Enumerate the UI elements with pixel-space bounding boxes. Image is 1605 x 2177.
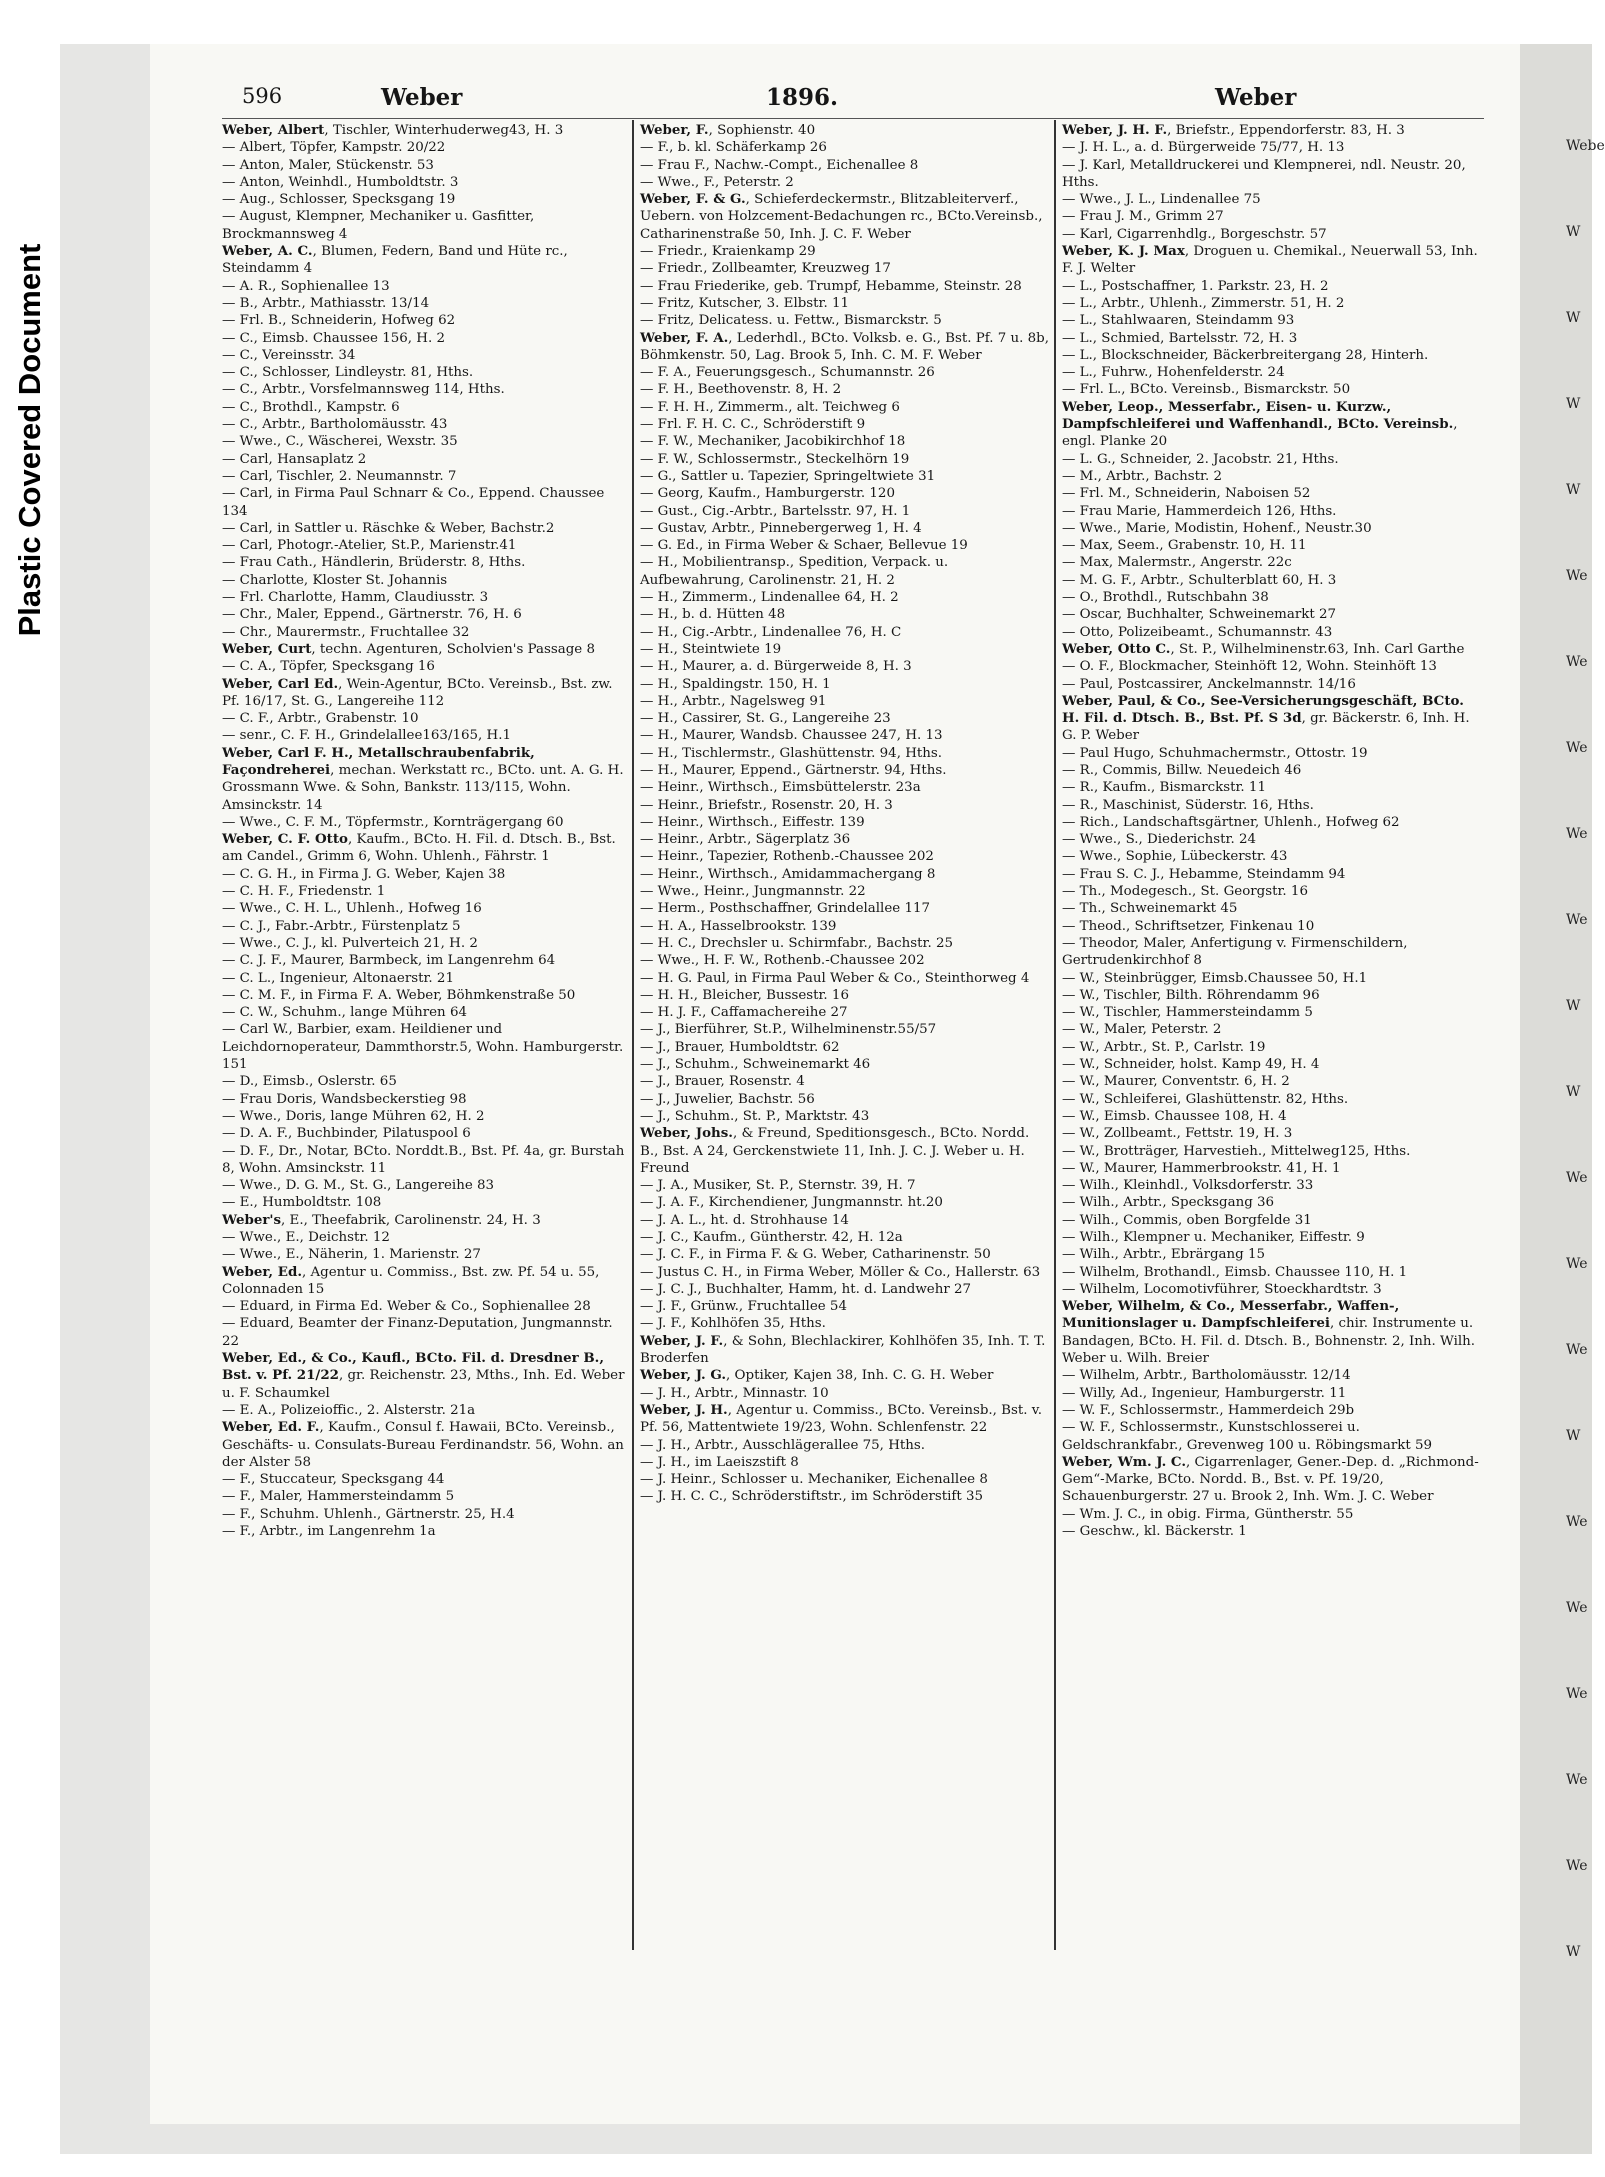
directory-entry: Weber, J. H. F., Briefstr., Eppendorferstr. 83, H. 3: [1062, 122, 1405, 138]
directory-entry: — Th., Schweinemarkt 45: [1062, 901, 1238, 917]
directory-entry: — Wilh., Kleinhdl., Volksdorferstr. 33: [1062, 1178, 1314, 1194]
directory-entry: — Wilh., Klempner u. Mechaniker, Eiffestr. 9: [1062, 1230, 1365, 1245]
next-page-edge: [1520, 44, 1592, 2154]
directory-entry: — H., b. d. Hütten 48: [640, 607, 786, 623]
directory-entry: — Anton, Weinhdl., Humboldtstr. 3: [222, 174, 459, 190]
directory-entry: — W., Schneider, holst. Kamp 49, H. 4: [1062, 1057, 1320, 1073]
directory-entry: — W., Tischler, Hammersteindamm 5: [1062, 1005, 1313, 1021]
directory-entry: — H. G. Paul, in Firma Paul Weber & Co., Steinthorweg 4: [640, 970, 1030, 986]
directory-entry: — C. M. F., in Firma F. A. Weber, Böhmkenstraße 50: [222, 987, 576, 1003]
directory-entry: — F. H., Beethovenstr. 8, H. 2: [640, 382, 842, 398]
directory-entry: — W. F., Schlossermstr., Kunstschlosserei u. Geldschrankfabr., Grevenweg 100 u. Röbingsmarkt 59: [1062, 1420, 1433, 1453]
directory-entry: — Justus C. H., in Firma Weber, Möller & Co., Hallerstr. 63: [640, 1264, 1041, 1280]
directory-entry: — Oscar, Buchhalter, Schweinemarkt 27: [1062, 607, 1337, 623]
edge-fragment: We: [1566, 912, 1588, 928]
directory-entry: — F. W., Mechaniker, Jacobikirchhof 18: [640, 434, 906, 450]
directory-entry: — Frau Marie, Hammerdeich 126, Hths.: [1062, 503, 1337, 519]
directory-entry: — Wwe., F., Peterstr. 2: [640, 174, 794, 190]
directory-entry: — Charlotte, Kloster St. Johannis: [222, 572, 448, 588]
directory-entry: — W., Maler, Peterstr. 2: [1062, 1022, 1222, 1038]
running-head-year: 1896.: [766, 84, 839, 111]
directory-entry: — Frau Friederike, geb. Trumpf, Hebamme, Steinstr. 28: [640, 278, 1022, 294]
directory-entry: — W., Schleiferei, Glashüttenstr. 82, Hths.: [1062, 1091, 1349, 1107]
directory-entry: — M., Arbtr., Bachstr. 2: [1062, 468, 1223, 484]
directory-entry: — H., Maurer, a. d. Bürgerweide 8, H. 3: [640, 659, 912, 675]
directory-entry: — J., Brauer, Rosenstr. 4: [640, 1074, 805, 1090]
directory-entry: — J. C. F., in Firma F. & G. Weber, Catharinenstr. 50: [640, 1247, 991, 1263]
directory-entry: — G. Ed., in Firma Weber & Schaer, Bellevue 19: [640, 538, 968, 554]
directory-column-2: [640, 122, 1050, 1506]
directory-entry: — J. F., Kohlhöfen 35, Hths.: [640, 1316, 826, 1332]
directory-entry: Weber, Ed., Agentur u. Commiss., Bst. zw. Pf. 54 u. 55, Colonnaden 15: [222, 1263, 600, 1297]
directory-entry: — W. F., Schlossermstr., Hammerdeich 29b: [1062, 1402, 1355, 1418]
directory-entry: — Wilh., Commis, oben Borgfelde 31: [1062, 1212, 1312, 1228]
directory-entry: — J. A., Musiker, St. P., Sternstr. 39, H. 7: [640, 1178, 916, 1194]
directory-entry: — Wwe., C. F. M., Töpfermstr., Kornträgergang 60: [222, 814, 564, 830]
directory-entry: — F. W., Schlossermstr., Steckelhörn 19: [640, 451, 910, 467]
directory-entry: — J., Schuhm., St. P., Marktstr. 43: [640, 1108, 870, 1124]
edge-fragment: We: [1566, 1170, 1588, 1186]
edge-fragment: W: [1566, 224, 1581, 240]
directory-entry: — Wwe., E., Deichstr. 12: [222, 1230, 390, 1245]
edge-fragment: W: [1566, 396, 1581, 412]
directory-entry: — Heinr., Wirthsch., Eimsbüttelerstr. 23a: [640, 780, 921, 796]
edge-fragment: We: [1566, 1514, 1588, 1530]
directory-entry: — Frl. L., BCto. Vereinsb., Bismarckstr. 50: [1062, 382, 1351, 398]
edge-fragment: We: [1566, 740, 1588, 756]
directory-entry: — Heinr., Wirthsch., Eiffestr. 139: [640, 814, 865, 830]
directory-entry: — Carl, Hansaplatz 2: [222, 451, 367, 467]
directory-entry: — H. C., Drechsler u. Schirmfabr., Bachstr. 25: [640, 935, 954, 951]
directory-entry: Weber, Johs., & Freund, Speditionsgesch., BCto. Nordd. B., Bst. A 24, Gerckenstwiete 11, Inh. J. C. J. Weber u. H. Freund: [640, 1125, 1030, 1176]
directory-entry: — W., Eimsb. Chaussee 108, H. 4: [1062, 1108, 1287, 1124]
directory-entry: — Frl. M., Schneiderin, Naboisen 52: [1062, 486, 1311, 502]
directory-entry: — L., Arbtr., Uhlenh., Zimmerstr. 51, H. 2: [1062, 295, 1345, 311]
directory-entry: — Wilhelm, Brothandl., Eimsb. Chaussee 110, H. 1: [1062, 1264, 1408, 1280]
directory-entry: — L., Fuhrw., Hohenfelderstr. 24: [1062, 365, 1285, 381]
directory-entry: — Chr., Maler, Eppend., Gärtnerstr. 76, H. 6: [222, 607, 522, 623]
directory-entry: Weber, Albert, Tischler, Winterhuderweg43, H. 3: [222, 122, 564, 138]
directory-entry: — E. A., Polizeioffic., 2. Alsterstr. 21a: [222, 1402, 476, 1418]
directory-entry: — Herm., Posthschaffner, Grindelallee 117: [640, 901, 931, 917]
directory-entry: — J. A. L., ht. d. Strohhause 14: [640, 1212, 849, 1228]
directory-entry: — Carl, in Sattler u. Räschke & Weber, Bachstr.2: [222, 520, 555, 536]
directory-entry: — H., Cassirer, St. G., Langereihe 23: [640, 711, 891, 727]
directory-entry: — H., Maurer, Wandsb. Chaussee 247, H. 13: [640, 728, 943, 744]
directory-entry: — J. A. F., Kirchendiener, Jungmannstr. ht.20: [640, 1195, 943, 1211]
directory-entry: — Wwe., Sophie, Lübeckerstr. 43: [1062, 849, 1288, 865]
directory-entry: — H. J. F., Caffamachereihe 27: [640, 1005, 848, 1021]
directory-entry: — senr., C. F. H., Grindelallee163/165, H.1: [222, 728, 511, 744]
directory-entry: — J. H. L., a. d. Bürgerweide 75/77, H. 13: [1062, 140, 1345, 156]
directory-entry: — Heinr., Briefstr., Rosenstr. 20, H. 3: [640, 797, 893, 813]
directory-entry: — J. H., Arbtr., Ausschlägerallee 75, Hths.: [640, 1437, 926, 1453]
directory-entry: — Wilh., Arbtr., Ebrärgang 15: [1062, 1247, 1266, 1263]
directory-entry: — Wwe., Marie, Modistin, Hohenf., Neustr.30: [1062, 520, 1372, 536]
directory-entry: — Frau Cath., Händlerin, Brüderstr. 8, Hths.: [222, 555, 526, 571]
directory-entry: — Anton, Maler, Stückenstr. 53: [222, 157, 434, 173]
directory-entry: — Gustav, Arbtr., Pinnebergerweg 1, H. 4: [640, 520, 922, 536]
directory-entry: — C., Eimsb. Chaussee 156, H. 2: [222, 330, 446, 346]
edge-fragment: We: [1566, 1256, 1588, 1272]
directory-entry: — Fritz, Kutscher, 3. Elbstr. 11: [640, 295, 850, 311]
edge-fragment: W: [1566, 310, 1581, 326]
directory-entry: Weber, A. C., Blumen, Federn, Band und Hüte rc., Steindamm 4: [222, 243, 568, 277]
directory-entry: — Paul Hugo, Schuhmachermstr., Ottostr. 19: [1062, 745, 1368, 761]
directory-entry: Weber, Ed., & Co., Kaufl., BCto. Fil. d. Dresdner B., Bst. v. Pf. 21/22, gr. Reichenstr. 23, Mths., Inh. Ed. Weber u. F. Schaumkel: [222, 1350, 625, 1401]
directory-entry: — Carl, Photogr.-Atelier, St.P., Marienstr.41: [222, 538, 517, 554]
directory-entry: — F. H. H., Zimmerm., alt. Teichweg 6: [640, 399, 900, 415]
directory-entry: — J. Karl, Metalldruckerei und Klempnerei, ndl. Neustr. 20, Hths.: [1062, 157, 1466, 190]
directory-entry: Weber, J. F., & Sohn, Blechlackirer, Kohlhöfen 35, Inh. T. T. Broderfen: [640, 1332, 1046, 1367]
edge-fragment: We: [1566, 1600, 1588, 1616]
directory-entry: — Gust., Cig.-Arbtr., Bartelsstr. 97, H. 1: [640, 503, 911, 519]
directory-entry: — Albert, Töpfer, Kampstr. 20/22: [222, 140, 446, 156]
directory-entry: — M. G. F., Arbtr., Schulterblatt 60, H. 3: [1062, 572, 1337, 588]
directory-entry: — O. F., Blockmacher, Steinhöft 12, Wohn. Steinhöft 13: [1062, 659, 1437, 675]
directory-entry: — H., Spaldingstr. 150, H. 1: [640, 676, 831, 692]
directory-entry: Weber, Wm. J. C., Cigarrenlager, Gener.-Dep. d. „Richmond-Gem“-Marke, BCto. Nordd. B., Bst. v. Pf. 19/20, Schauenburgerstr. 27 u. Brook 2, Inh. Wm. J. C. Weber: [1062, 1453, 1479, 1505]
directory-entry: — Wm. J. C., in obig. Firma, Güntherstr. 55: [1062, 1506, 1354, 1522]
directory-entry: — W., Zollbeamt., Fettstr. 19, H. 3: [1062, 1126, 1293, 1142]
edge-fragment: Webe: [1566, 138, 1605, 154]
directory-entry: — R., Commis, Billw. Neuedeich 46: [1062, 762, 1302, 778]
directory-entry: — J. H., Arbtr., Minnastr. 10: [640, 1385, 829, 1401]
directory-entry: — Chr., Maurermstr., Fruchtallee 32: [222, 624, 470, 640]
directory-entry: — Rich., Landschaftsgärtner, Uhlenh., Hofweg 62: [1062, 814, 1400, 830]
directory-entry: — Wwe., J. L., Lindenallee 75: [1062, 192, 1261, 208]
directory-entry: — H. A., Hasselbrookstr. 139: [640, 918, 837, 934]
directory-entry: — H., Tischlermstr., Glashüttenstr. 94, Hths.: [640, 745, 943, 761]
directory-entry: — J., Juwelier, Bachstr. 56: [640, 1091, 815, 1107]
directory-entry: — Wwe., E., Näherin, 1. Marienstr. 27: [222, 1247, 481, 1263]
directory-entry: Weber, F. A., Lederhdl., BCto. Volksb. e. G., Bst. Pf. 7 u. 8b, Böhmkenstr. 50, Lag. Brook 5, Inh. C. M. F. Weber: [640, 329, 1049, 363]
directory-entry: Weber, Otto C., St. P., Wilhelminenstr.63, Inh. Carl Garthe: [1062, 640, 1465, 657]
directory-entry: — Frl. Charlotte, Hamm, Claudiusstr. 3: [222, 590, 489, 606]
edge-fragment: We: [1566, 826, 1588, 842]
scan-gutter: [0, 0, 60, 2177]
directory-entry: — D., Eimsb., Oslerstr. 65: [222, 1074, 397, 1090]
directory-entry: — Max, Malermstr., Angerstr. 22c: [1062, 555, 1292, 571]
edge-fragment: W: [1566, 482, 1581, 498]
directory-entry: — W., Maurer, Hammerbrookstr. 41, H. 1: [1062, 1160, 1341, 1176]
column-rule-2: [1054, 120, 1056, 1950]
directory-entry: — Aug., Schlosser, Specksgang 19: [222, 192, 456, 208]
directory-entry: — Wwe., C. J., kl. Pulverteich 21, H. 2: [222, 935, 478, 951]
directory-entry: — Wwe., C., Wäscherei, Wexstr. 35: [222, 434, 458, 450]
directory-entry: — G., Sattler u. Tapezier, Springeltwiete 31: [640, 468, 936, 484]
edge-fragment: We: [1566, 1686, 1588, 1702]
directory-entry: — C. F., Arbtr., Grabenstr. 10: [222, 711, 419, 727]
directory-entry: — Carl, Tischler, 2. Neumannstr. 7: [222, 468, 457, 484]
directory-entry: — R., Kaufm., Bismarckstr. 11: [1062, 780, 1266, 796]
directory-entry: — Frau F., Nachw.-Compt., Eichenallee 8: [640, 157, 919, 173]
directory-entry: — L., Stahlwaaren, Steindamm 93: [1062, 313, 1295, 329]
directory-entry: — J., Brauer, Humboldtstr. 62: [640, 1039, 840, 1055]
directory-entry: — L., Blockschneider, Bäckerbreitergang 28, Hinterh.: [1062, 347, 1429, 363]
directory-entry: Weber, Ed. F., Kaufm., Consul f. Hawaii, BCto. Vereinsb., Geschäfts- u. Consulats-Bureau Ferdinandstr. 56, Wohn. an der Alster 58: [222, 1419, 624, 1470]
edge-fragment: We: [1566, 568, 1588, 584]
directory-entry: — W., Arbtr., St. P., Carlstr. 19: [1062, 1039, 1266, 1055]
directory-column-3: [1062, 122, 1484, 1540]
directory-entry: — Wwe., Doris, lange Mühren 62, H. 2: [222, 1108, 485, 1124]
directory-entry: — J. Heinr., Schlosser u. Mechaniker, Eichenallee 8: [640, 1472, 988, 1488]
directory-entry: Weber, J. H., Agentur u. Commiss., BCto. Vereinsb., Bst. v. Pf. 56, Mattentwiete 19/23, Wohn. Schlenfenstr. 22: [640, 1401, 1042, 1436]
directory-entry: — J. C. J., Buchhalter, Hamm, ht. d. Landwehr 27: [640, 1281, 972, 1297]
directory-entry: — Carl, in Firma Paul Schnarr & Co., Eppend. Chaussee 134: [222, 486, 605, 519]
directory-entry: — Frau S. C. J., Hebamme, Steindamm 94: [1062, 866, 1346, 882]
directory-entry: — Heinr., Arbtr., Sägerplatz 36: [640, 832, 851, 848]
directory-entry: — Willy, Ad., Ingenieur, Hamburgerstr. 11: [1062, 1385, 1347, 1401]
directory-entry: — August, Klempner, Mechaniker u. Gasfitter, Brockmannsweg 4: [222, 209, 535, 242]
directory-entry: Weber, Carl Ed., Wein-Agentur, BCto. Vereinsb., Bst. zw. Pf. 16/17, St. G., Langereihe 112: [222, 675, 613, 709]
directory-entry: — C. J. F., Maurer, Barmbeck, im Langenrehm 64: [222, 953, 556, 969]
directory-entry: — F., Schuhm. Uhlenh., Gärtnerstr. 25, H.4: [222, 1506, 515, 1522]
directory-entry: Weber, Carl F. H., Metallschraubenfabrik, Façondreherei, mechan. Werkstatt rc., BCto. unt. A. G. H. Grossmann Wwe. & Sohn, Bankstr. 113/115, Wohn. Amsinckstr. 14: [222, 744, 624, 813]
directory-entry: — C., Vereinsstr. 34: [222, 347, 356, 363]
directory-entry: — L. G., Schneider, 2. Jacobstr. 21, Hths.: [1062, 451, 1339, 467]
directory-entry: Weber, Wilhelm, & Co., Messerfabr., Waffen-, Munitionslager u. Dampfschleiferei, chir. Instrumente u. Bandagen, BCto. H. Fil. d. Dtsch. B., Bohnenstr. 2, Inh. Wilh. Weber u. Wilh. Breier: [1062, 1298, 1476, 1367]
edge-fragment: We: [1566, 654, 1588, 670]
directory-entry: — Karl, Cigarrenhdlg., Borgeschstr. 57: [1062, 226, 1327, 242]
directory-entry: — C., Schlosser, Lindleystr. 81, Hths.: [222, 365, 474, 381]
directory-entry: — B., Arbtr., Mathiasstr. 13/14: [222, 295, 430, 311]
directory-entry: — Heinr., Tapezier, Rothenb.-Chaussee 202: [640, 849, 934, 865]
directory-entry: — C. J., Fabr.-Arbtr., Fürstenplatz 5: [222, 918, 461, 934]
directory-entry: — C., Brothdl., Kampstr. 6: [222, 399, 400, 415]
directory-entry: — J., Schuhm., Schweinemarkt 46: [640, 1057, 871, 1073]
directory-entry: — Wwe., H. F. W., Rothenb.-Chaussee 202: [640, 953, 925, 969]
directory-entry: — H., Zimmerm., Lindenallee 64, H. 2: [640, 590, 899, 606]
directory-entry: — H., Maurer, Eppend., Gärtnerstr. 94, Hths.: [640, 762, 947, 778]
column-rule-1: [632, 120, 634, 1950]
directory-entry: Weber, F., Sophienstr. 40: [640, 122, 816, 138]
directory-entry: — J. H. C. C., Schröderstiftstr., im Schröderstift 35: [640, 1489, 984, 1505]
directory-entry: Weber's, E., Theefabrik, Carolinenstr. 24, H. 3: [222, 1211, 541, 1228]
directory-entry: — Eduard, Beamter der Finanz-Deputation, Jungmannstr. 22: [222, 1316, 613, 1349]
directory-entry: — J., Bierführer, St.P., Wilhelminenstr.55/57: [640, 1022, 937, 1038]
directory-entry: — H., Cig.-Arbtr., Lindenallee 76, H. C: [640, 624, 902, 640]
directory-entry: — Friedr., Zollbeamter, Kreuzweg 17: [640, 261, 891, 277]
directory-entry: — Max, Seem., Grabenstr. 10, H. 11: [1062, 538, 1307, 554]
directory-entry: — D. F., Dr., Notar, BCto. Norddt.B., Bst. Pf. 4a, gr. Burstah 8, Wohn. Amsinckstr. 11: [222, 1143, 625, 1176]
directory-entry: — Th., Modegesch., St. Georgstr. 16: [1062, 884, 1308, 900]
directory-entry: — Carl W., Barbier, exam. Heildiener und Leichdornoperateur, Dammthorstr.5, Wohn. Hamburgerstr. 151: [222, 1022, 624, 1073]
directory-entry: — Wwe., D. G. M., St. G., Langereihe 83: [222, 1178, 495, 1194]
edge-fragment: W: [1566, 1944, 1581, 1960]
directory-entry: — Theodor, Maler, Anfertigung v. Firmenschildern, Gertrudenkirchhof 8: [1062, 935, 1408, 969]
directory-entry: — C. L., Ingenieur, Altonaerstr. 21: [222, 970, 454, 986]
directory-entry: — Georg, Kaufm., Hamburgerstr. 120: [640, 486, 895, 502]
directory-entry: — J. F., Grünw., Fruchtallee 54: [640, 1299, 847, 1315]
directory-entry: — O., Brothdl., Rutschbahn 38: [1062, 590, 1269, 606]
directory-entry: Weber, J. G., Optiker, Kajen 38, Inh. C. G. H. Weber: [640, 1367, 994, 1384]
edge-fragment: W: [1566, 1084, 1581, 1100]
directory-entry: — C., Arbtr., Vorsfelmannsweg 114, Hths.: [222, 382, 505, 398]
directory-entry: — Wwe., Heinr., Jungmannstr. 22: [640, 884, 866, 900]
directory-entry: — F., Arbtr., im Langenrehm 1a: [222, 1524, 436, 1540]
directory-entry: — F., Stuccateur, Specksgang 44: [222, 1472, 445, 1488]
page-number: 596: [242, 84, 283, 108]
directory-entry: — Paul, Postcassirer, Anckelmannstr. 14/16: [1062, 676, 1356, 692]
directory-entry: Weber, K. J. Max, Droguen u. Chemikal., Neuerwall 53, Inh. F. J. Welter: [1062, 243, 1478, 277]
directory-entry: — W., Steinbrügger, Eimsb.Chaussee 50, H.1: [1062, 970, 1368, 986]
directory-column-1: [222, 122, 626, 1540]
directory-entry: — C. A., Töpfer, Specksgang 16: [222, 659, 435, 675]
directory-entry: Weber, Paul, & Co., See-Versicherungsgeschäft, BCto. H. Fil. d. Dtsch. B., Bst. Pf. S 3d, gr. Bäckerstr. 6, Inh. H. G. P. Weber: [1062, 692, 1470, 744]
directory-entry: — H., Steintwiete 19: [640, 641, 782, 657]
directory-entry: — H., Arbtr., Nagelsweg 91: [640, 693, 827, 709]
edge-fragment: We: [1566, 1342, 1588, 1358]
directory-entry: — Frl. B., Schneiderin, Hofweg 62: [222, 313, 456, 329]
running-head-right: Weber: [1215, 84, 1297, 111]
directory-entry: — W., Maurer, Conventstr. 6, H. 2: [1062, 1074, 1290, 1090]
directory-entry: — Wwe., S., Diederichstr. 24: [1062, 832, 1257, 848]
edge-fragment: W: [1566, 1428, 1581, 1444]
directory-entry: — Otto, Polizeibeamt., Schumannstr. 43: [1062, 624, 1333, 640]
edge-fragment: We: [1566, 1858, 1588, 1874]
directory-entry: — Wilhelm, Locomotivführer, Stoeckhardtstr. 3: [1062, 1281, 1382, 1297]
directory-entry: — C. G. H., in Firma J. G. Weber, Kajen 38: [222, 866, 506, 882]
directory-entry: — Frl. F. H. C. C., Schröderstift 9: [640, 417, 866, 433]
directory-entry: — L., Postschaffner, 1. Parkstr. 23, H. 2: [1062, 278, 1329, 294]
directory-entry: — W., Brotträger, Harvestieh., Mittelweg125, Hths.: [1062, 1143, 1411, 1159]
directory-entry: — Heinr., Wirthsch., Amidammachergang 8: [640, 866, 936, 882]
directory-entry: — L., Schmied, Bartelsstr. 72, H. 3: [1062, 330, 1298, 346]
directory-entry: — Frau Doris, Wandsbeckerstieg 98: [222, 1091, 467, 1107]
directory-entry: — J. H., im Laeiszstift 8: [640, 1454, 799, 1470]
directory-entry: — W., Tischler, Bilth. Röhrendamm 96: [1062, 987, 1320, 1003]
directory-entry: — Wilh., Arbtr., Specksgang 36: [1062, 1195, 1275, 1211]
directory-entry: Weber, F. & G., Schieferdeckermstr., Blitzableiterverf., Uebern. von Holzcement-Bedachungen rc., BCto.Vereinsb., Catharinenstraße 50, Inh. J. C. F. Weber: [640, 191, 1043, 242]
directory-entry: Weber, C. F. Otto, Kaufm., BCto. H. Fil. d. Dtsch. B., Bst. am Candel., Grimm 6, Wohn. Uhlenh., Fährstr. 1: [222, 831, 616, 865]
directory-entry: — Wilhelm, Arbtr., Bartholomäusstr. 12/14: [1062, 1368, 1351, 1384]
directory-entry: — Friedr., Kraienkamp 29: [640, 244, 816, 260]
edge-fragment: We: [1566, 1772, 1588, 1788]
directory-entry: — C. W., Schuhm., lange Mühren 64: [222, 1005, 467, 1021]
running-head-left: Weber: [381, 84, 463, 111]
directory-entry: — H. H., Bleicher, Bussestr. 16: [640, 987, 849, 1003]
directory-entry: — C. H. F., Friedenstr. 1: [222, 884, 386, 900]
directory-entry: — H., Mobilientransp., Spedition, Verpack. u. Aufbewahrung, Carolinenstr. 21, H. 2: [640, 555, 949, 588]
header-rule: [222, 118, 1484, 119]
directory-entry: — E., Humboldtstr. 108: [222, 1195, 382, 1211]
directory-entry: — R., Maschinist, Süderstr. 16, Hths.: [1062, 797, 1314, 813]
directory-entry: — D. A. F., Buchbinder, Pilatuspool 6: [222, 1126, 471, 1142]
directory-entry: — Theod., Schriftsetzer, Finkenau 10: [1062, 918, 1315, 934]
directory-entry: Weber, Curt, techn. Agenturen, Scholvien's Passage 8: [222, 640, 595, 657]
directory-entry: — F., b. kl. Schäferkamp 26: [640, 140, 827, 156]
directory-entry: — F. A., Feuerungsgesch., Schumannstr. 26: [640, 365, 935, 381]
directory-entry: — Fritz, Delicatess. u. Fettw., Bismarckstr. 5: [640, 313, 942, 329]
directory-entry: — C., Arbtr., Bartholomäusstr. 43: [222, 417, 448, 433]
directory-entry: — J. C., Kaufm., Güntherstr. 42, H. 12a: [640, 1230, 903, 1245]
directory-entry: — Eduard, in Firma Ed. Weber & Co., Sophienallee 28: [222, 1299, 591, 1315]
directory-entry: — Frau J. M., Grimm 27: [1062, 209, 1224, 225]
edge-fragment: W: [1566, 998, 1581, 1014]
directory-entry: — Wwe., C. H. L., Uhlenh., Hofweg 16: [222, 901, 482, 917]
directory-entry: — F., Maler, Hammersteindamm 5: [222, 1489, 455, 1505]
directory-entry: — Geschw., kl. Bäckerstr. 1: [1062, 1524, 1247, 1540]
side-label: Plastic Covered Document: [12, 243, 47, 637]
directory-entry: — A. R., Sophienallee 13: [222, 278, 390, 294]
directory-entry: Weber, Leop., Messerfabr., Eisen- u. Kurzw., Dampfschleiferei und Waffenhandl., BCto. Vereinsb., engl. Planke 20: [1062, 398, 1458, 450]
